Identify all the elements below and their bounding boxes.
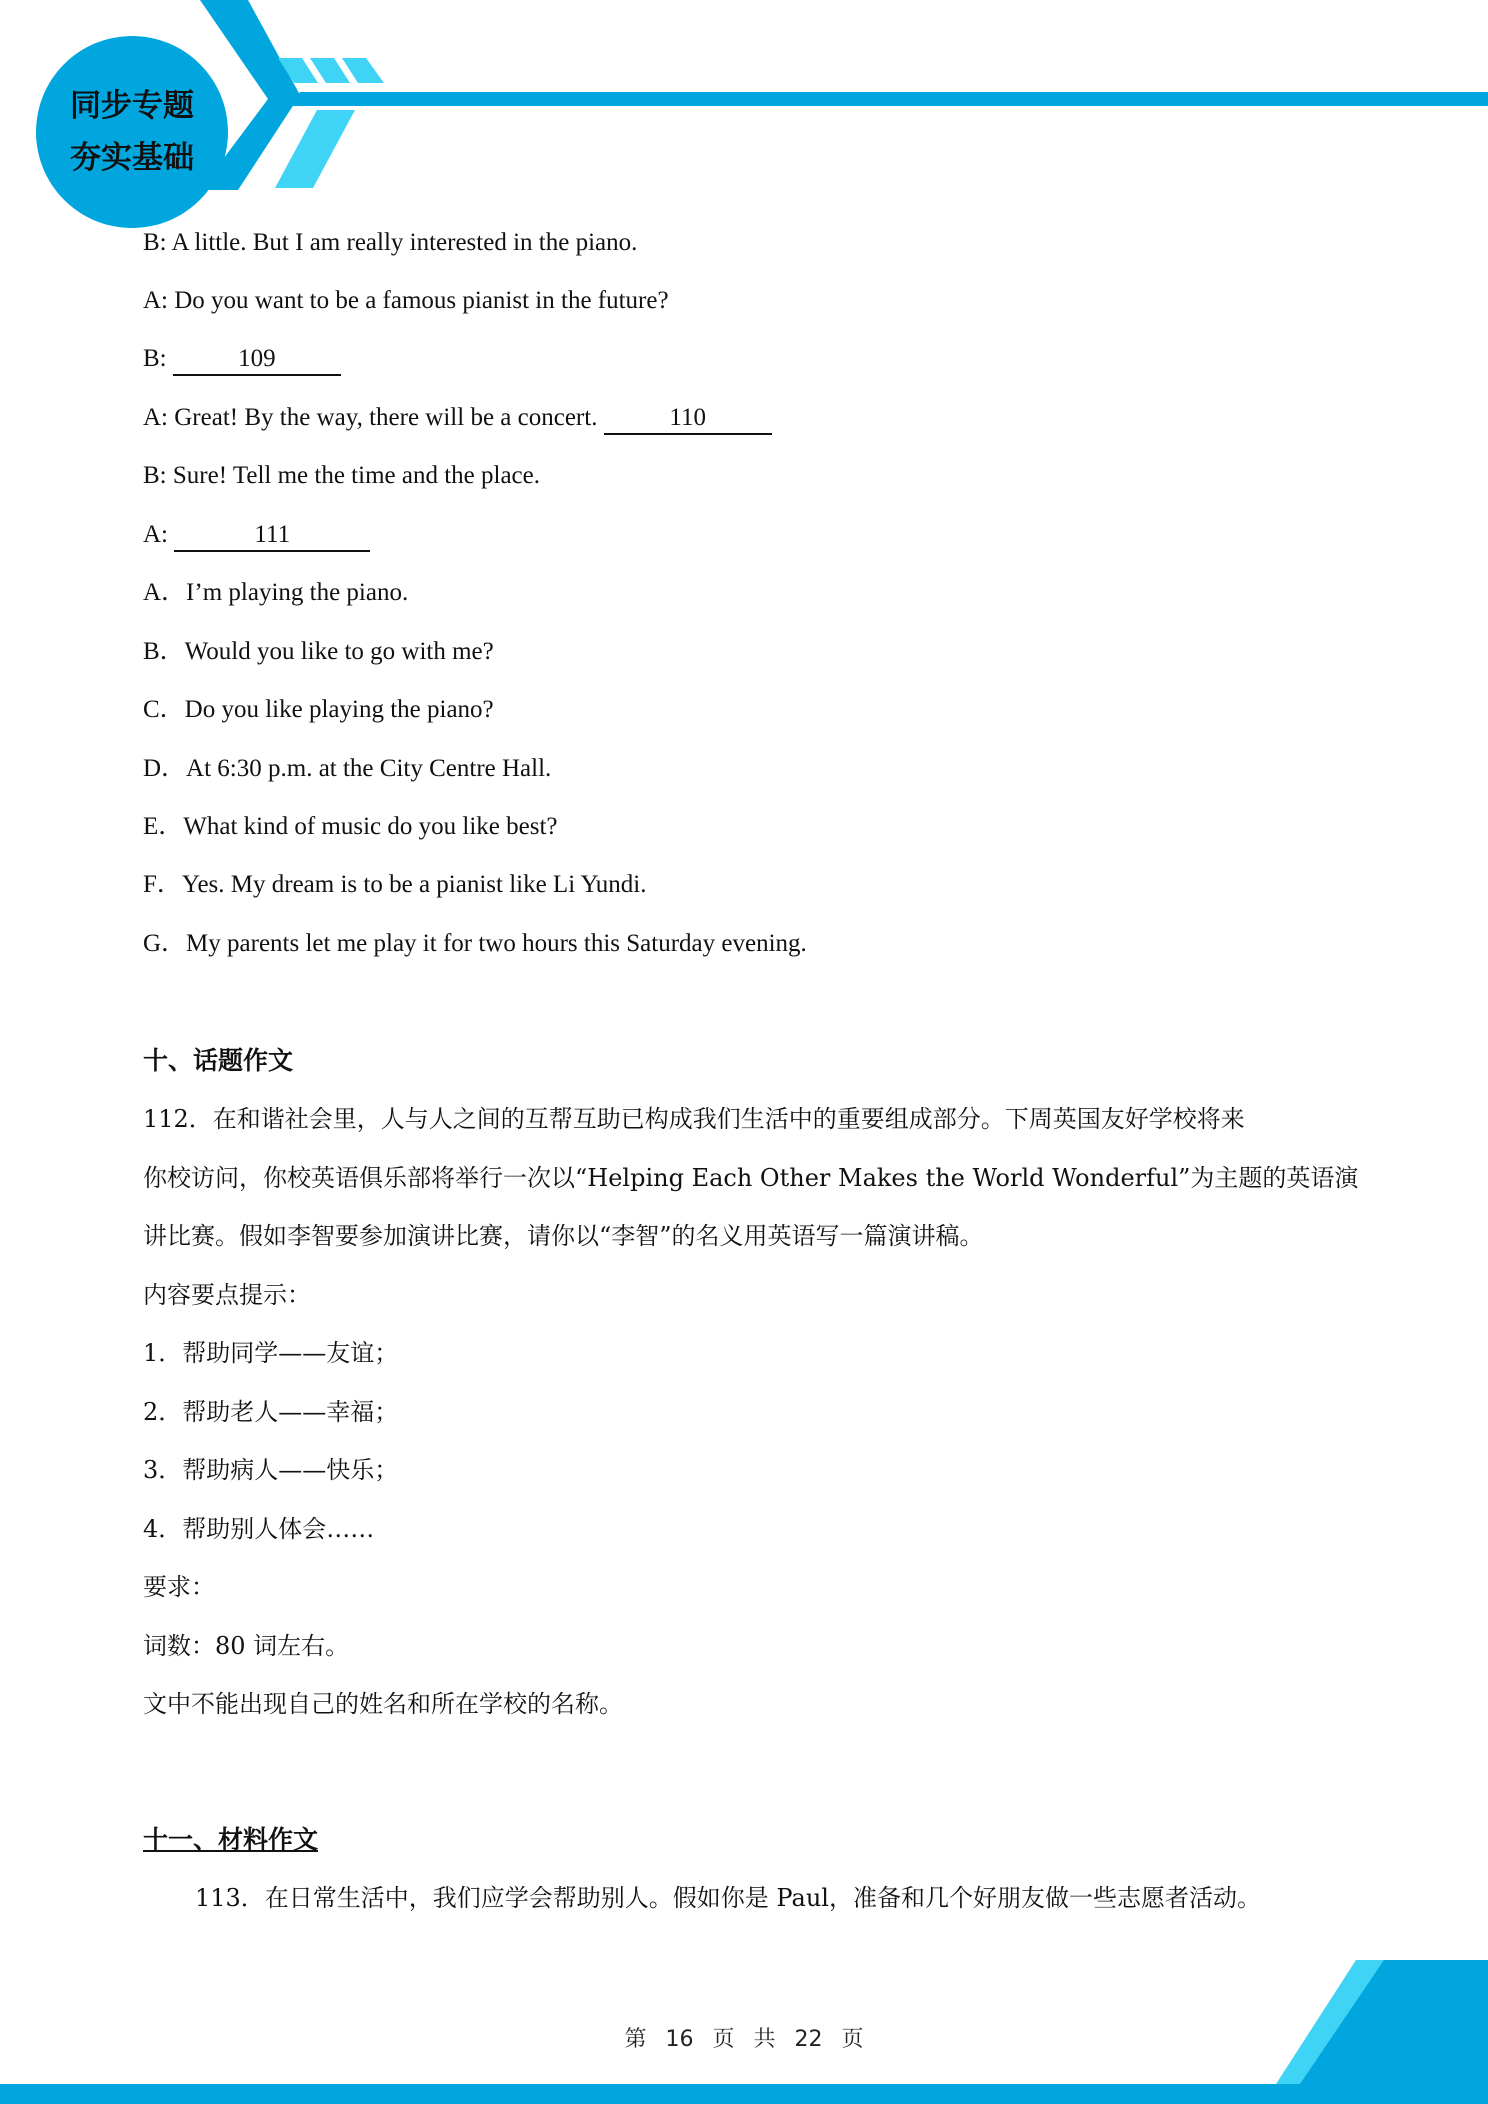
option-item: G．My parents let me play it for two hours this Saturday evening. — [143, 930, 807, 957]
section-heading-10: 十、话题作文 — [143, 1046, 294, 1075]
dialogue-text: Do you want to be a famous pianist in the future? — [174, 287, 669, 314]
option-item: C．Do you like playing the piano? — [143, 696, 494, 723]
header-banner — [0, 0, 1488, 200]
option-item: E．What kind of music do you like best? — [143, 813, 558, 840]
requirement-words: 词数：80 词左右。 — [143, 1632, 350, 1660]
header-dash-3 — [342, 58, 384, 83]
current-page: 16 — [665, 2027, 694, 2052]
option-item: D．At 6:30 p.m. at the City Centre Hall. — [143, 755, 552, 782]
speaker: B: — [143, 229, 167, 256]
total-pages: 22 — [794, 2027, 823, 2052]
answer-blank-111[interactable]: 111 — [174, 520, 370, 552]
answer-blank-109[interactable]: 109 — [173, 344, 341, 376]
dialogue-line — [143, 517, 370, 553]
footer-stripe — [0, 2084, 1488, 2104]
header-light-bar — [275, 110, 355, 188]
answer-blank-110[interactable]: 110 — [604, 403, 772, 435]
hint-point: 3．帮助病人——快乐； — [143, 1456, 399, 1484]
hint-point: 1．帮助同学——友谊； — [143, 1339, 399, 1367]
header-stripe — [292, 92, 1488, 106]
question-112-line: 你校访问，你校英语俱乐部将举行一次以“Helping Each Other Makes the World Wonderful”为主题的英语演 — [143, 1164, 1359, 1192]
dialogue-line — [143, 283, 669, 319]
header-dash-2 — [310, 58, 350, 83]
dialogue-line — [143, 458, 540, 494]
page-word: 页 — [712, 2027, 735, 2052]
dialogue-line — [143, 225, 637, 261]
dialogue-line — [143, 341, 341, 377]
speaker: A: — [143, 404, 168, 431]
dialogue-line — [143, 400, 772, 436]
page-word: 第 — [624, 2027, 647, 2052]
hint-label: 内容要点提示： — [143, 1281, 311, 1309]
question-112-line: 112．在和谐社会里，人与人之间的互帮互助已构成我们生活中的重要组成部分。下周英国友好学校将来 — [143, 1105, 1245, 1133]
dialogue-text: Great! By the way, there will be a concert. — [174, 404, 598, 431]
dialogue-text: A little. But I am really interested in the piano. — [171, 229, 638, 256]
hint-point: 2．帮助老人——幸福； — [143, 1398, 399, 1426]
badge-line-2: 夯实基础 — [70, 140, 194, 176]
requirement-label: 要求： — [143, 1573, 215, 1601]
requirement-names: 文中不能出现自己的姓名和所在学校的名称。 — [143, 1690, 623, 1718]
question-113-line: 113．在日常生活中，我们应学会帮助别人。假如你是 Paul，准备和几个好朋友做一些志愿者活动。 — [195, 1884, 1261, 1912]
header-badge — [36, 36, 228, 228]
page-number — [0, 2022, 1488, 2053]
speaker: A: — [143, 287, 168, 314]
badge-line-1: 同步专题 — [70, 88, 194, 124]
option-item: B．Would you like to go with me? — [143, 638, 494, 665]
speaker: A: — [143, 521, 168, 548]
option-item: A．I’m playing the piano. — [143, 579, 409, 606]
section-heading-11: 十一、材料作文 — [143, 1825, 319, 1854]
speaker: B: — [143, 462, 167, 489]
page-word: 共 — [753, 2027, 776, 2052]
option-item: F．Yes. My dream is to be a pianist like Li Yundi. — [143, 871, 647, 898]
dialogue-text: Sure! Tell me the time and the place. — [172, 462, 540, 489]
hint-point: 4．帮助别人体会…… — [143, 1515, 375, 1543]
speaker: B: — [143, 345, 167, 372]
question-112-line: 讲比赛。假如李智要参加演讲比赛，请你以“李智”的名义用英语写一篇演讲稿。 — [143, 1222, 984, 1250]
page-word: 页 — [841, 2027, 864, 2052]
